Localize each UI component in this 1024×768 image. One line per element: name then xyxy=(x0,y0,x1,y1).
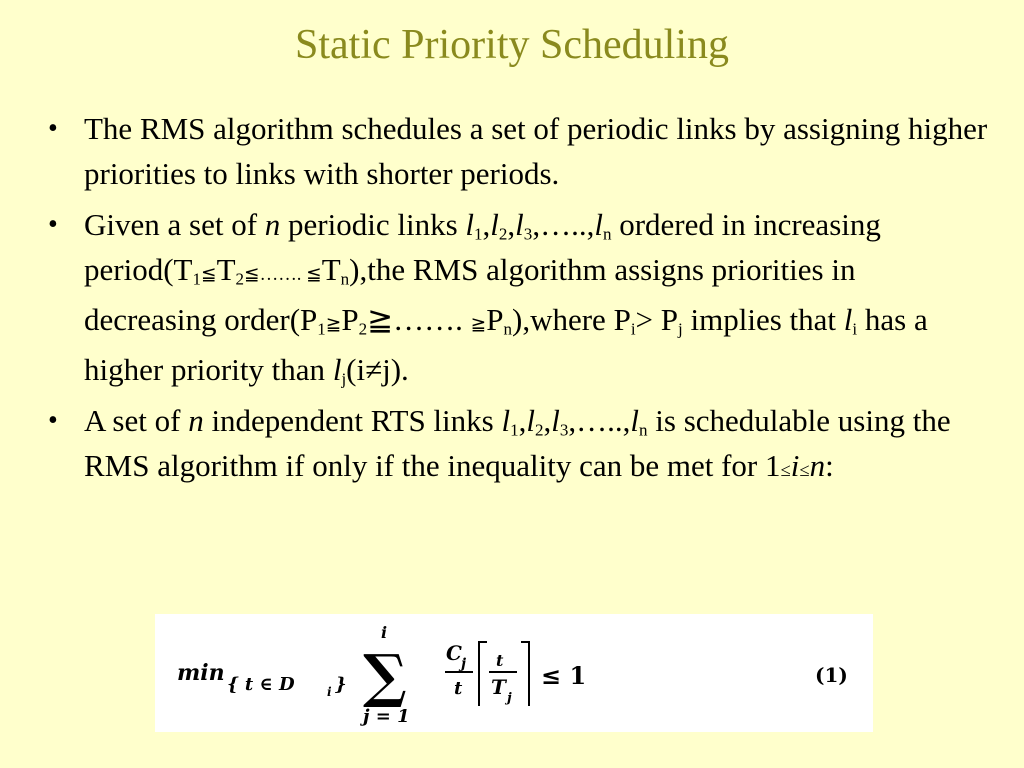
formula-numerator: C xyxy=(446,641,462,665)
ceil-right-icon xyxy=(521,642,529,706)
formula-svg xyxy=(155,614,873,732)
formula-sum-upper: i xyxy=(381,623,388,642)
bullet-icon: • xyxy=(48,113,58,144)
formula-numerator-sub: j xyxy=(461,656,467,672)
formula-ceil-numerator: t xyxy=(496,651,504,670)
formula-min: min xyxy=(177,660,225,686)
bullet-item-1 xyxy=(40,106,990,196)
formula-denominator: t xyxy=(454,678,463,699)
formula-sum-lower: j = 1 xyxy=(363,706,410,727)
bullet-2-text: Given a set of n periodic links $l_1,l_2,l_3,\dots..,l_n$ ordered in increasing $period(T_1≦T_2≦\dots\dots$. $≦T_n),the$ RMS algorithm assigns priorities in decreasing $order(P_1≧P_2≧\dots\dots$. $≧P_n),where$ $P_i> P_j$ implies that $l_i$ has a higher priority than $l_j(i\ne j)$. xyxy=(84,207,928,389)
bullet-list xyxy=(40,106,990,499)
slide-title: Static Priority Scheduling xyxy=(295,22,729,68)
formula-label: (1) xyxy=(815,663,848,687)
ceil-left-icon xyxy=(479,642,487,706)
bullet-icon: • xyxy=(48,405,58,436)
bullet-1-text: The RMS algorithm schedules a set of periodic links by assigning higher priorities to links with shorter periods. xyxy=(84,111,988,191)
formula-ceil-denominator: T xyxy=(491,675,506,699)
formula-set-close: } xyxy=(335,674,347,695)
bullet-item-2 xyxy=(40,202,990,392)
bullet-icon: • xyxy=(48,209,58,240)
formula-ceil-denominator-sub: j xyxy=(507,691,512,706)
bullet-3-text: A set of n independent RTS links $l_1,l_2,l_3,\dots..,l_n$ is schedulable using the RMS algorithm if only if the inequality can be met for 1≤i≤n: xyxy=(84,403,951,483)
formula-image xyxy=(155,614,873,732)
bullet-item-3 xyxy=(40,398,990,493)
formula-set-sub: i xyxy=(327,685,332,699)
formula-set: { t ∈ D xyxy=(227,674,295,695)
formula-leq: ≤ 1 xyxy=(541,661,587,690)
sigma-icon: ∑ xyxy=(363,642,407,710)
